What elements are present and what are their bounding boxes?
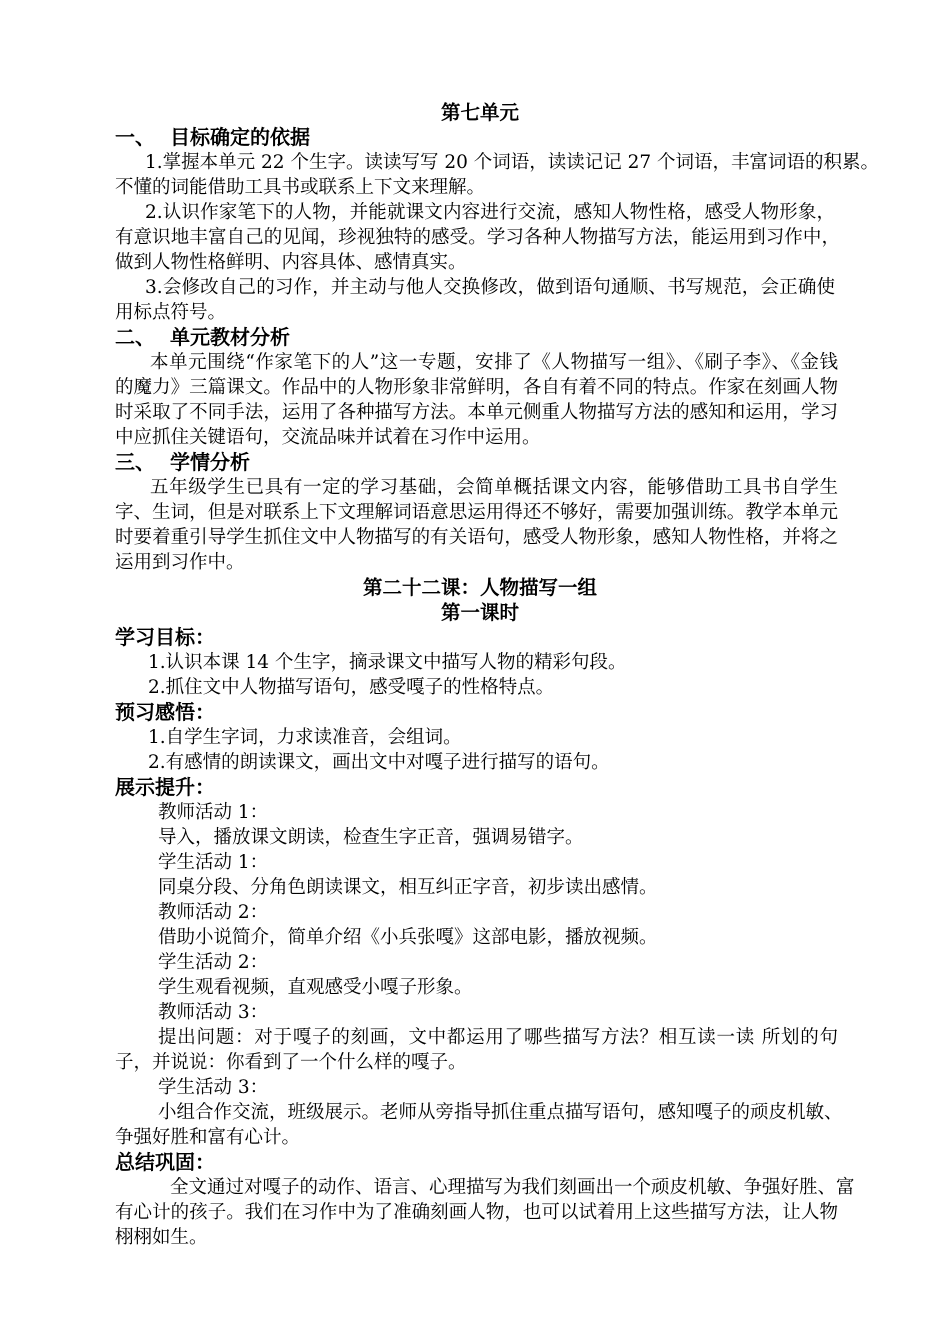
- paragraph-line: 本单元围绕“作家笔下的人”这一专题，安排了《人物描写一组》、《刷子李》、《金钱: [150, 352, 838, 373]
- paragraph-line: 全文通过对嘎子的动作、语言、心理描写为我们刻画出一个顽皮机敏、争强好胜、富: [170, 1177, 855, 1198]
- activity-text: 学生观看视频，直观感受小嘎子形象。: [158, 977, 473, 998]
- unit-title: 第七单元: [440, 101, 519, 124]
- goal-item: 2.抓住文中人物描写语句，感受嘎子的性格特点。: [148, 677, 555, 698]
- paragraph-line: 五年级学生已具有一定的学习基础，会简单概括课文内容，能够借助工具书自学生: [150, 477, 838, 498]
- activity-text: 借助小说简介，简单介绍《小兵张嘎》这部电影，播放视频。: [158, 927, 658, 948]
- paragraph-line: 有心计的孩子。我们在习作中为了准确刻画人物，也可以试着用上这些描写方法，让人物: [115, 1202, 838, 1223]
- preview-item: 2.有感情的朗读课文，画出文中对嘎子进行描写的语句。: [148, 752, 610, 773]
- section-title: 目标确定的依据: [170, 125, 310, 149]
- preview-heading: 预习感悟：: [115, 700, 215, 724]
- paragraph-line: 不懂的词能借助工具书或联系上下文来理解。: [115, 177, 486, 198]
- activity-text: 同桌分段、分角色朗读课文，相互纠正字音，初步读出感情。: [158, 877, 658, 898]
- section-number: 一、: [115, 125, 155, 149]
- activity-text: 争强好胜和富有心计。: [115, 1127, 301, 1148]
- section-heading: [115, 125, 845, 150]
- preview-item: 1.自学生字词，力求读准音，会组词。: [148, 727, 462, 748]
- activity-label: 教师活动 2：: [158, 902, 269, 923]
- activity-text: 提出问题：对于嘎子的刻画，文中都运用了哪些描写方法？相互读一读 所划的句: [158, 1027, 838, 1048]
- activity-label: 教师活动 3：: [158, 1002, 269, 1023]
- paragraph-line: 运用到习作中。: [115, 552, 245, 573]
- section-number: 三、: [115, 450, 155, 474]
- section-heading: [115, 450, 845, 475]
- section-number: 二、: [115, 325, 155, 349]
- paragraph-line: 做到人物性格鲜明、内容具体、感情真实。: [115, 252, 467, 273]
- paragraph-line: 中应抓住关键语句，交流品味并试着在习作中运用。: [115, 427, 541, 448]
- section-heading: [115, 325, 845, 350]
- section-title: 学情分析: [170, 450, 250, 474]
- paragraph-line: 时采取了不同手法，运用了各种描写方法。本单元侧重人物描写方法的感知和运用，学习: [115, 402, 838, 423]
- activity-text: 导入，播放课文朗读，检查生字正音，强调易错字。: [158, 827, 584, 848]
- paragraph-line: 有意识地丰富自己的见闻，珍视独特的感受。学习各种人物描写方法，能运用到习作中，: [115, 227, 840, 248]
- paragraph-line: 时要着重引导学生抓住文中人物描写的有关语句，感受人物形象，感知人物性格，并将之: [115, 527, 838, 548]
- lesson-period: 第一课时: [440, 601, 519, 624]
- activity-label: 学生活动 1：: [158, 852, 269, 873]
- activity-label: 学生活动 3：: [158, 1077, 269, 1098]
- goal-item: 1.认识本课 14 个生字，摘录课文中描写人物的精彩句段。: [148, 652, 627, 673]
- paragraph-line: 1.掌握本单元 22 个生字。读读写写 20 个词语，读读记记 27 个词语，丰富词语的积累。: [145, 152, 880, 173]
- paragraph-line: 2.认识作家笔下的人物，并能就课文内容进行交流，感知人物性格，感受人物形象，: [145, 202, 835, 223]
- activity-label: 教师活动 1：: [158, 802, 269, 823]
- paragraph-line: 字、生词，但是对联系上下文理解词语意思运用得还不够好，需要加强训练。教学本单元: [115, 502, 838, 523]
- show-heading: 展示提升：: [115, 775, 215, 799]
- lesson-title: 第二十二课：人物描写一组: [362, 576, 597, 599]
- paragraph-line: 栩栩如生。: [115, 1227, 208, 1248]
- paragraph-line: 的魔力》三篇课文。作品中的人物形象非常鲜明，各自有着不同的特点。作家在刻画人物: [115, 377, 838, 398]
- activity-text: 子，并说说：你看到了一个什么样的嘎子。: [115, 1052, 467, 1073]
- activity-text: 小组合作交流，班级展示。老师从旁指导抓住重点描写语句，感知嘎子的顽皮机敏、: [158, 1102, 843, 1123]
- paragraph-line: 用标点符号。: [115, 302, 227, 323]
- summary-heading: 总结巩固：: [115, 1150, 215, 1174]
- goals-heading: 学习目标：: [115, 625, 215, 649]
- section-title: 单元教材分析: [170, 325, 290, 349]
- activity-label: 学生活动 2：: [158, 952, 269, 973]
- paragraph-line: 3.会修改自己的习作，并主动与他人交换修改，做到语句通顺、书写规范，会正确使: [145, 277, 835, 298]
